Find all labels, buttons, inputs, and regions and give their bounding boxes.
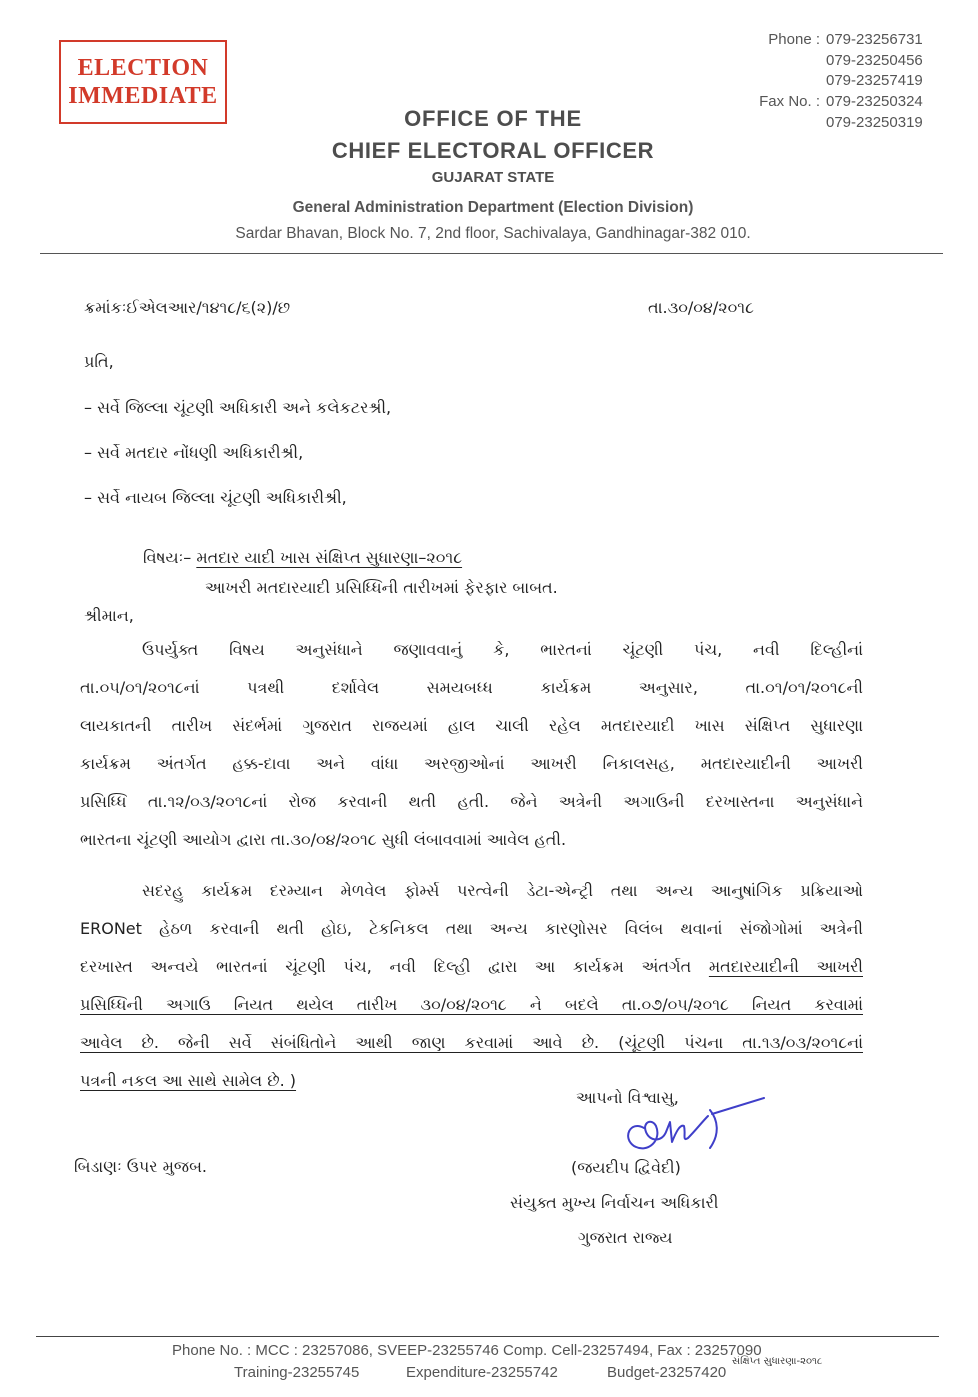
reference-number: ક્રમાંકઃઈએલઆર/૧૪૧૮/૬(૨)/છ	[84, 298, 291, 317]
footer-divider	[36, 1336, 939, 1337]
highlighted-text: પત્રની નકલ આ સાથે સામેલ છે. )	[80, 1071, 297, 1090]
paragraph-line: ભારતના ચૂંટણી આયોગ દ્વારા તા.૩૦/૦૪/૨૦૧૮ સુધી લંબાવવામાં આવેલ હતી.	[80, 830, 567, 849]
footer-file-note: સંક્ષિપ્ત સુધારણા-૨૦૧૮	[732, 1356, 823, 1367]
subject-line-2: આખરી મતદારયાદી પ્રસિધ્ધિની તારીખમાં ફેરફાર બાબત.	[205, 578, 558, 597]
phone-number: 079-23256731	[826, 31, 923, 48]
enclosure-note: બિડાણઃ ઉપર મુજબ.	[74, 1157, 208, 1176]
paragraph-line: ઉપર્યુક્ત વિષય અનુસંધાને જણાવવાનું કે, ભારતનાં ચૂંટણી પંચ, નવી દિલ્હીનાં	[142, 640, 863, 659]
phone-number: 079-23250456	[826, 51, 923, 69]
paragraph-line: લાયકાતની તારીખ સંદર્ભમાં ગુજરાત રાજયમાં હાલ ચાલી રહેલ મતદારયાદી ખાસ સંક્ષિપ્ત સુધારણા	[80, 716, 863, 735]
paragraph-line: ERONet હેઠળ કરવાની થતી હોઇ, ટેકનિકલ તથા અન્ય કારણોસર વિલંબ થવાનાં સંજોગોમાં અત્રેની	[80, 919, 863, 938]
recipient-line: – સર્વે જિલ્લા ચૂંટણી અધિકારી અને કલેકટરશ્રી,	[84, 398, 392, 417]
salutation-to: પ્રતિ,	[84, 352, 114, 371]
highlighted-line: આવેલ છે. જેની સર્વે સંબંધિતોને આથી જાણ કરવામાં આવે છે. (ચૂંટણી પંચના તા.૧૩/૦૩/૨૦૧૮નાં	[80, 1033, 863, 1052]
subject-line-1	[143, 548, 462, 568]
recipient-line: – સર્વે મતદાર નોંધણી અધિકારીશ્રી,	[84, 443, 304, 462]
highlighted-line: પ્રસિધ્ધિની અગાઉ નિયત થયેલ તારીખ ૩૦/૦૪/૨૦૧૮ ને બદલે તા.૦૭/૦૫/૨૦૧૮ નિયત કરવામાં	[80, 995, 863, 1014]
greeting: શ્રીમાન,	[84, 606, 134, 625]
fax-label: Fax No. :	[759, 93, 820, 110]
paragraph-line: પ્રસિધ્ધિ તા.૧૨/૦૩/૨૦૧૮નાં રોજ કરવાની થતી હતી. જેને અત્રેની અગાઉની દરખાસ્તના અનુસંધાને	[80, 792, 863, 811]
paragraph-line: કાર્યક્રમ અંતર્ગત હક્ક-દાવા અને વાંધા અરજીઓનાં આખરી નિકાલસહ, મતદારયાદીની આખરી	[80, 754, 863, 773]
footer-phone-line: Phone No. : MCC : 23257086, SVEEP-23255746 Comp. Cell-23257494, Fax : 23257090	[172, 1342, 762, 1359]
office-address: Sardar Bhavan, Block No. 7, 2nd floor, Sachivalaya, Gandhinagar-382 010.	[235, 225, 751, 242]
paragraph-line: તા.૦૫/૦૧/૨૦૧૮નાં પત્રથી દર્શાવેલ સમયબધ્ધ કાર્યક્રમ અનુસાર, તા.૦૧/૦૧/૨૦૧૮ની	[80, 678, 863, 697]
header-divider	[40, 253, 943, 254]
paragraph-text: દરખાસ્ત અન્વયે ભારતનાં ચૂંટણી પંચ, નવી દિલ્હી દ્વારા આ કાર્યક્રમ અંતર્ગત	[80, 957, 709, 976]
letter-date: તા.૩૦/૦૪/૨૦૧૮	[648, 298, 754, 317]
signatory-state: ગુજરાત રાજ્ય	[578, 1228, 673, 1247]
state-name: GUJARAT STATE	[431, 169, 555, 186]
department-name: General Administration Department (Election Division)	[292, 199, 694, 216]
closing-phrase: આપનો વિશ્વાસુ,	[576, 1088, 679, 1107]
handwritten-signature	[616, 1092, 766, 1158]
office-title-line-2: CHIEF ELECTORAL OFFICER	[331, 138, 655, 163]
office-title-line-1: OFFICE OF THE	[404, 106, 582, 131]
fax-number: 079-23250324	[826, 93, 923, 110]
phone-label: Phone :	[768, 31, 820, 48]
stamp-line-2: IMMEDIATE	[68, 83, 218, 109]
footer-budget: Budget-23257420	[607, 1364, 727, 1381]
signatory-designation: સંયુક્ત મુખ્ય નિર્વાચન અધિકારી	[510, 1193, 719, 1212]
paragraph-2	[80, 872, 863, 1100]
fax-number: 079-23250319	[826, 113, 923, 131]
highlighted-text: મતદારયાદીની આખરી	[708, 957, 863, 976]
recipient-line: – સર્વે નાયબ જિલ્લા ચૂંટણી અધિકારીશ્રી,	[84, 488, 347, 507]
phone-number: 079-23257419	[826, 72, 923, 90]
subject-label: વિષયઃ–	[143, 548, 192, 567]
footer-expenditure: Expenditure-23255742	[406, 1364, 558, 1381]
stamp-line-1: ELECTION	[77, 55, 209, 81]
subject-text: મતદાર યાદી ખાસ સંક્ષિપ્ત સુધારણા–૨૦૧૮	[196, 548, 463, 567]
paragraph-1	[80, 631, 863, 859]
footer-training: Training-23255745	[234, 1364, 360, 1381]
signatory-name: (જયદીપ દ્વિવેદી)	[571, 1158, 681, 1177]
paragraph-line	[80, 948, 863, 986]
paragraph-line: સદરહુ કાર્યક્રમ દરમ્યાન મેળવેલ ફોર્મ્સ પરત્વેની ડેટા-એન્ટ્રી તથા અન્ય આનુષાંગિક પ્રક્રિયાઓ	[142, 881, 863, 900]
